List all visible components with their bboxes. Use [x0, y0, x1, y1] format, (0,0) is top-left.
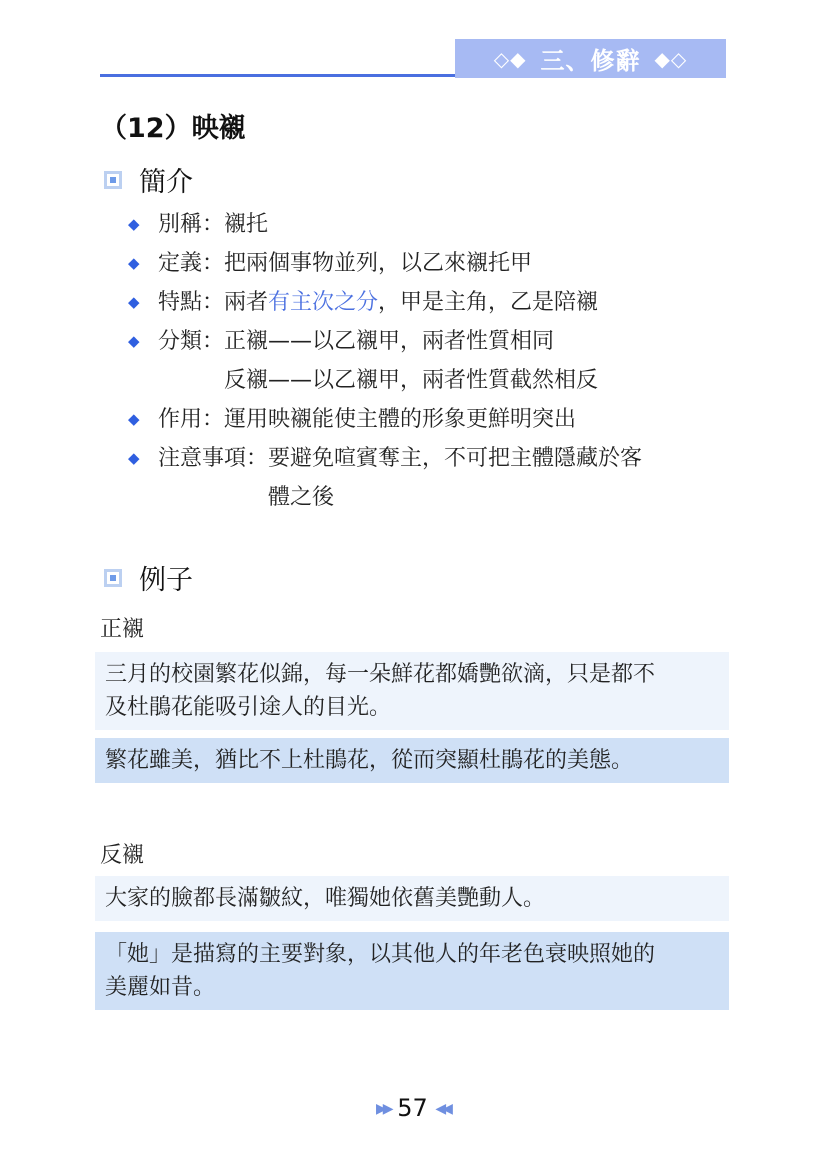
item-key: 分類： — [158, 329, 225, 354]
highlighted-text: 有主次之分 — [268, 290, 379, 315]
intro-list — [128, 205, 768, 517]
example-sentence-box — [95, 652, 729, 730]
value-line-2: 體之後 — [268, 485, 335, 510]
item-value — [224, 322, 598, 400]
page-number: 57 — [397, 1094, 428, 1122]
list-item — [128, 283, 768, 322]
chapter-title: 三、修辭 — [540, 47, 641, 75]
item-value: 把兩個事物並列，以乙來襯托甲 — [224, 251, 533, 276]
item-key: 特點： — [158, 290, 225, 315]
item-value: 襯托 — [224, 212, 269, 237]
item-value — [224, 283, 598, 322]
square-bullet-icon — [104, 569, 122, 587]
sentence-line-2: 及杜鵑花能吸引途人的目光。 — [105, 695, 392, 720]
item-value: 運用映襯能使主體的形象更鮮明突出 — [224, 407, 577, 432]
explanation-line: 繁花雖美，猶比不上杜鵑花，從而突顯杜鵑花的美態。 — [105, 748, 634, 773]
list-item — [128, 244, 768, 283]
header-deco-left: ◇◆ — [493, 46, 527, 71]
section-examples-header — [104, 558, 193, 597]
value-line-2: 反襯——以乙襯甲，兩者性質截然相反 — [224, 368, 599, 393]
value-line-1: 要避免喧賓奪主，不可把主體隱藏於客 — [268, 446, 643, 471]
list-item — [128, 322, 768, 400]
item-key: 定義： — [158, 251, 225, 276]
sentence-line-1: 三月的校園繁花似錦，每一朵鮮花都嬌艷欲滴，只是都不 — [105, 662, 656, 687]
item-value — [268, 439, 642, 517]
example-explanation-box — [95, 738, 729, 783]
example-explanation-box — [95, 932, 729, 1010]
item-key: 別稱： — [158, 212, 225, 237]
page-number-footer — [0, 1094, 825, 1122]
diamond-bullet-icon: ◆ — [128, 410, 140, 428]
list-item — [128, 400, 768, 439]
section-examples-title: 例子 — [139, 565, 193, 596]
item-key: 作用： — [158, 407, 225, 432]
square-bullet-icon — [104, 171, 122, 189]
header-rule — [100, 74, 455, 77]
list-item — [128, 439, 768, 517]
list-item — [128, 205, 768, 244]
diamond-bullet-icon: ◆ — [128, 254, 140, 272]
sentence-line: 大家的臉都長滿皺紋，唯獨她依舊美艷動人。 — [105, 886, 546, 911]
diamond-bullet-icon: ◆ — [128, 215, 140, 233]
section-intro-title: 簡介 — [139, 167, 193, 198]
page-heading: （12）映襯 — [100, 113, 246, 144]
chapter-header — [455, 39, 726, 78]
header-deco-right: ◆◇ — [654, 46, 688, 71]
value-line-1: 正襯——以乙襯甲，兩者性質相同 — [224, 329, 555, 354]
diamond-bullet-icon: ◆ — [128, 293, 140, 311]
example-sentence-box — [95, 876, 729, 921]
section-intro-header — [104, 160, 193, 199]
value-pre: 兩者 — [224, 290, 269, 315]
explanation-line-2: 美麗如昔。 — [105, 975, 216, 1000]
example-label-positive: 正襯 — [100, 617, 145, 642]
arrow-right-icon: ▶▶ — [376, 1101, 390, 1117]
explanation-line-1: 「她」是描寫的主要對象，以其他人的年老色衰映照她的 — [105, 942, 656, 967]
item-key: 注意事項： — [158, 446, 269, 471]
arrow-left-icon: ◀◀ — [435, 1101, 449, 1117]
value-post: ，甲是主角，乙是陪襯 — [378, 290, 599, 315]
example-label-negative: 反襯 — [100, 843, 145, 868]
diamond-bullet-icon: ◆ — [128, 332, 140, 350]
diamond-bullet-icon: ◆ — [128, 449, 140, 467]
